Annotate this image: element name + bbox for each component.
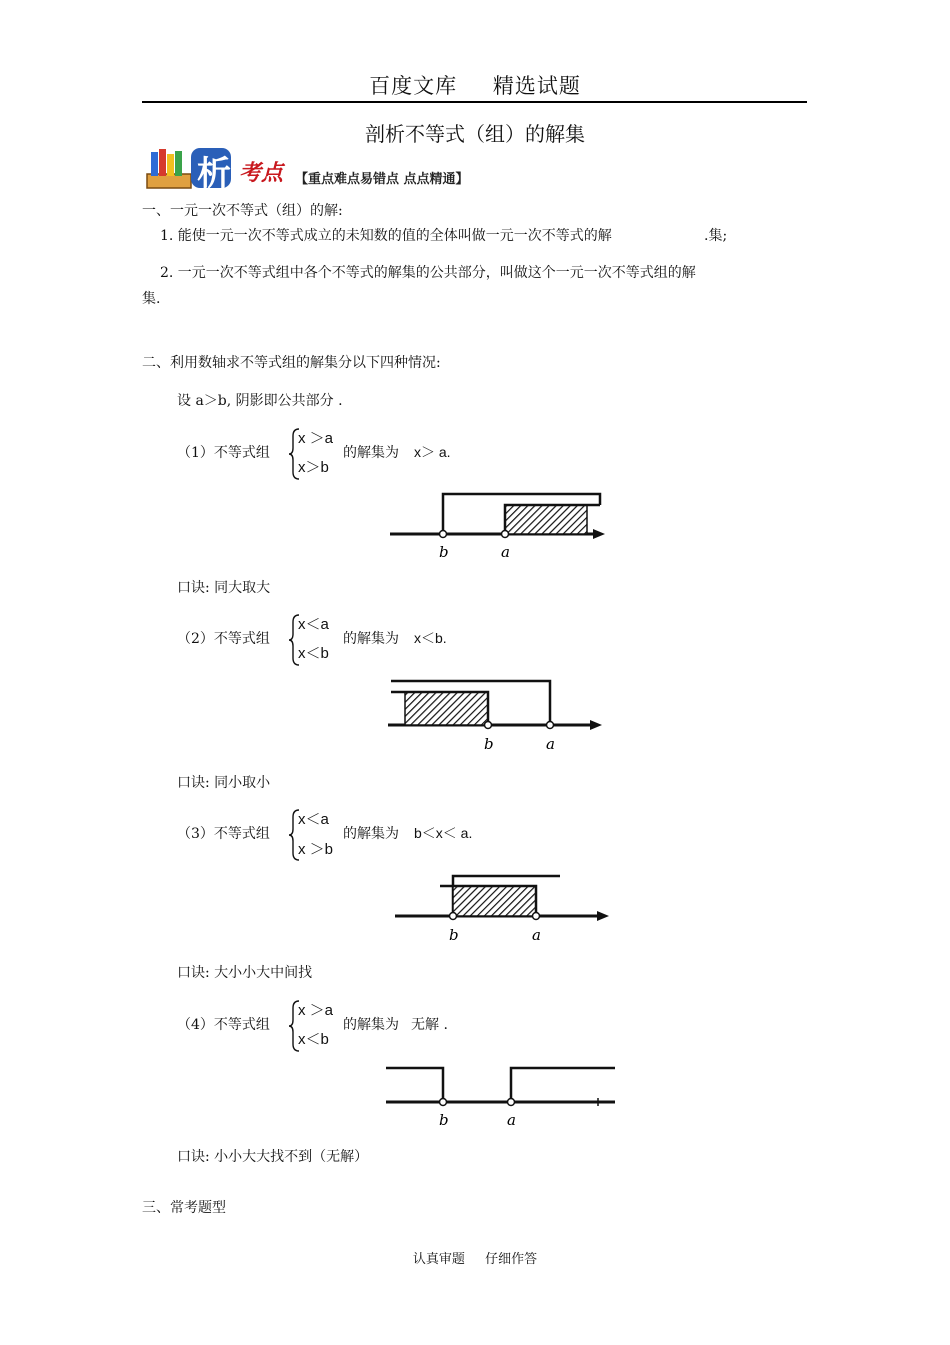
case-label: （4）不等式组 — [177, 1017, 270, 1033]
banner-word: 考点 — [239, 161, 284, 186]
inequality-2: x＜b — [298, 1031, 329, 1048]
mnemonic: 口诀: 同小取小 — [177, 775, 271, 791]
section1-item1: 1. 能使一元一次不等式成立的未知数的值的全体叫做一元一次不等式的解 — [160, 228, 612, 244]
solution: b＜x＜ a. — [414, 825, 473, 841]
axis-label-a: a — [507, 1111, 516, 1129]
section1-item2-cont: 集. — [142, 291, 161, 307]
solution: x＜b. — [414, 630, 447, 646]
mnemonic: 口诀: 大小小大中间找 — [177, 965, 313, 981]
solution-prefix: 的解集为 — [343, 826, 399, 842]
banner-char: 析 — [197, 154, 231, 194]
axis-label-a: a — [532, 926, 541, 944]
kaodian-banner — [145, 146, 505, 196]
solution-prefix: 的解集为 — [343, 631, 399, 647]
section3-heading: 三、常考题型 — [142, 1200, 226, 1216]
inequality-1: x ＞a — [298, 1002, 334, 1019]
solution: x＞ a. — [414, 444, 451, 460]
axis-label-b: b — [439, 543, 449, 561]
footer-left: 认真审题 — [412, 1252, 465, 1267]
mnemonic: 口诀: 同大取大 — [177, 580, 271, 596]
footer-right: 仔细作答 — [485, 1252, 538, 1267]
case-label: （2）不等式组 — [177, 631, 270, 647]
inequality-1: x＜a — [298, 811, 329, 828]
inequality-1: x＜a — [298, 616, 329, 633]
solution-prefix: 的解集为 — [343, 445, 399, 461]
number-line-1 — [385, 485, 610, 565]
header-right: 精选试题 — [492, 74, 581, 98]
inequality-2: x ＞b — [298, 841, 334, 858]
header-rule — [142, 101, 807, 103]
page-header — [0, 70, 950, 100]
axis-label-b: b — [449, 926, 459, 944]
inequality-2: x＜b — [298, 645, 329, 662]
axis-label-b: b — [484, 735, 494, 753]
banner-tagline: 【重点难点易错点 点点精通】 — [295, 172, 469, 187]
inequality-2: x＞b — [298, 459, 329, 476]
header-left: 百度文库 — [369, 74, 458, 98]
axis-label-b: b — [439, 1111, 449, 1129]
case-label: （3）不等式组 — [177, 826, 270, 842]
axis-label-a: a — [546, 735, 555, 753]
solution-prefix: 的解集为 — [343, 1017, 399, 1033]
mnemonic: 口诀: 小小大大找不到（无解） — [177, 1149, 369, 1165]
axis-label-a: a — [501, 543, 510, 561]
number-line-2 — [385, 672, 610, 757]
page-title: 剖析不等式（组）的解集 — [365, 122, 585, 146]
solution: 无解 . — [411, 1017, 448, 1033]
section1-heading: 一、一元一次不等式（组）的解: — [142, 203, 343, 219]
section1-item2: 2. 一元一次不等式组中各个不等式的解集的公共部分，叫做这个一元一次不等式组的解 — [160, 265, 696, 281]
number-line-3 — [390, 868, 615, 950]
section2-heading: 二、利用数轴求不等式组的解集分以下四种情况: — [142, 355, 441, 371]
page-footer — [0, 1248, 950, 1267]
number-line-4 — [383, 1060, 618, 1132]
case-label: （1）不等式组 — [177, 445, 270, 461]
inequality-1: x ＞a — [298, 430, 334, 447]
section2-intro: 设 a＞b, 阴影即公共部分 . — [177, 393, 343, 409]
section1-item1-end: .集; — [704, 228, 728, 244]
